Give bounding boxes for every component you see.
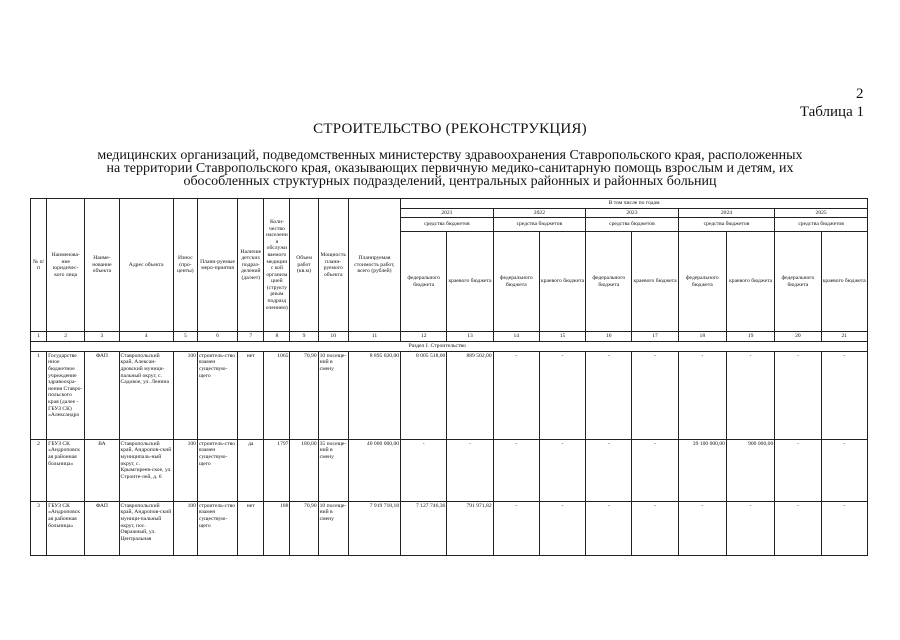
header-budget-funds: средства бюджетов	[493, 218, 586, 232]
header-year-2022: 2022	[493, 208, 586, 218]
row-legal-entity: ГБУЗ СК «Андроповск ая районная больница»	[47, 439, 85, 501]
row-num: 2	[31, 439, 47, 501]
column-number: 18	[678, 332, 726, 342]
column-number: 15	[539, 332, 585, 342]
row-address: Ставропольский край, Алексан-дровский муници-пальный округ, с. Садовое, ул. Ленина	[119, 351, 173, 439]
header-address: Адрес объекта	[119, 199, 173, 332]
row-wear: 100	[173, 439, 197, 501]
construction-table	[30, 198, 868, 556]
row-children-units: да	[238, 439, 264, 501]
column-number: 11	[348, 332, 400, 342]
row-2023-regional: -	[632, 351, 678, 439]
row-legal-entity: ГБУЗ СК «Андроповск ая районная больница»	[47, 501, 85, 555]
row-object-name: ФАП	[85, 501, 119, 555]
row-address: Ставропольский край, Андропов-ский муниципаль-ный округ, с. Крымгиреев-ское, ул. Строите-лей, д. 6	[119, 439, 173, 501]
row-planned-cost: 40 000 000,00	[348, 439, 400, 501]
header-budget-funds: средства бюджетов	[401, 218, 494, 232]
row-wear: 100	[173, 351, 197, 439]
row-planned-measure: строитель-ство взамен существую-щего	[197, 501, 237, 555]
subtitle-line-3: обособленных структурных подразделений, центральных районных и районных больниц	[183, 174, 717, 189]
column-number: 17	[632, 332, 678, 342]
column-number: 7	[238, 332, 264, 342]
header-regional: краевого бюджета	[821, 232, 867, 332]
row-2023-federal: -	[586, 439, 632, 501]
column-number: 8	[264, 332, 290, 342]
column-number: 14	[493, 332, 539, 342]
header-federal: федерального бюджета	[586, 232, 632, 332]
column-number: 9	[290, 332, 318, 342]
header-regional: краевого бюджета	[539, 232, 585, 332]
header-num: № п/п	[31, 199, 47, 332]
header-year-2025: 2025	[775, 208, 868, 218]
header-capacity: Мощность плани-руемого объекта	[318, 199, 348, 332]
row-wear: 100	[173, 501, 197, 555]
header-population: Коли-чество населени я обслужи ваемого медицинс кой организа цией (структу рным подразд елением)	[264, 199, 290, 332]
subtitle-line-2: на территории Ставропольского края, оказывающих первичную медико-санитарную помощь взрослым и детям, их	[106, 161, 794, 176]
header-by-years: В том числе по годам	[401, 199, 868, 209]
header-legal-entity: Наименова-ние юридичес-кого лица	[47, 199, 85, 332]
column-number: 16	[586, 332, 632, 342]
row-2024-regional: -	[726, 501, 774, 555]
column-number: 5	[173, 332, 197, 342]
column-number: 10	[318, 332, 348, 342]
row-2022-federal: -	[493, 439, 539, 501]
header-federal: федерального бюджета	[678, 232, 726, 332]
header-regional: краевого бюджета	[447, 232, 493, 332]
column-number: 13	[447, 332, 493, 342]
row-2024-federal: -	[678, 501, 726, 555]
header-year-2024: 2024	[678, 208, 775, 218]
row-2021-federal: -	[401, 439, 447, 501]
row-2025-federal: -	[775, 439, 821, 501]
row-population: 1065	[264, 351, 290, 439]
row-object-name: ФАП	[85, 351, 119, 439]
row-2022-regional: -	[539, 501, 585, 555]
row-2025-regional: -	[821, 439, 867, 501]
column-number: 19	[726, 332, 774, 342]
row-num: 3	[31, 501, 47, 555]
row-num: 1	[31, 351, 47, 439]
subtitle-line-1: медицинских организаций, подведомственных министерству здравоохранения Ставропольского края, расположенных	[97, 148, 803, 163]
row-capacity: 35 посеще-ний в смену	[318, 439, 348, 501]
document-subtitle	[60, 149, 840, 188]
header-year-2023: 2023	[586, 208, 679, 218]
row-work-volume: 70,90	[290, 501, 318, 555]
row-work-volume: 70,90	[290, 351, 318, 439]
header-budget-funds: средства бюджетов	[678, 218, 775, 232]
row-2024-federal: -	[678, 351, 726, 439]
column-number: 1	[31, 332, 47, 342]
column-number: 3	[85, 332, 119, 342]
row-capacity: 10 посеще-ний в смену	[318, 501, 348, 555]
column-number-row	[31, 332, 868, 342]
page-number: 2	[856, 86, 864, 102]
row-2021-federal: 8 005 518,00	[401, 351, 447, 439]
table-row	[31, 351, 868, 439]
row-work-volume: 180,00	[290, 439, 318, 501]
column-number: 20	[775, 332, 821, 342]
header-regional: краевого бюджета	[726, 232, 774, 332]
row-2021-regional: 791 971,82	[447, 501, 493, 555]
row-2025-regional: -	[821, 351, 867, 439]
row-legal-entity: Государстве нное бюджетное учреждение здравоохра-нения Ставро-польского края (далее - ГБУЗ СК) «Александро	[47, 351, 85, 439]
row-population: 188	[264, 501, 290, 555]
row-2023-federal: -	[586, 351, 632, 439]
header-work-volume: Объем работ (кв.м)	[290, 199, 318, 332]
header-federal: федерального бюджета	[401, 232, 447, 332]
document-title: СТРОИТЕЛЬСТВО (РЕКОНСТРУКЦИЯ)	[313, 121, 587, 137]
row-2025-federal: -	[775, 501, 821, 555]
row-planned-measure: строитель-ство взамен существую-щего	[197, 351, 237, 439]
header-children-units: Наличие детских подраз-делений (да/нет)	[238, 199, 264, 332]
row-address: Ставропольский край, Андропов-ский муници-пальный округ, пос. Овражный, ул. Центральная	[119, 501, 173, 555]
row-2023-regional: -	[632, 439, 678, 501]
row-2023-regional: -	[632, 501, 678, 555]
row-2022-regional: -	[539, 439, 585, 501]
header-federal: федерального бюджета	[775, 232, 821, 332]
header-planned-cost: Планируемая стоимость работ, всего (рублей)	[348, 199, 400, 332]
row-2022-federal: -	[493, 501, 539, 555]
row-planned-cost: 7 919 718,18	[348, 501, 400, 555]
row-2025-federal: -	[775, 351, 821, 439]
header-planned-measure: Плани-руемые меро-приятия	[197, 199, 237, 332]
header-row-1	[31, 199, 868, 209]
row-children-units: нет	[238, 351, 264, 439]
column-number: 12	[401, 332, 447, 342]
row-children-units: нет	[238, 501, 264, 555]
row-2024-federal: 39 100 000,00	[678, 439, 726, 501]
row-capacity: 10 посеще-ний в смену	[318, 351, 348, 439]
header-budget-funds: средства бюджетов	[586, 218, 679, 232]
row-planned-measure: строитель-ство взамен существую-щего	[197, 439, 237, 501]
header-regional: краевого бюджета	[632, 232, 678, 332]
row-planned-cost: 8 895 020,00	[348, 351, 400, 439]
row-2024-regional: 900 000,00	[726, 439, 774, 501]
row-population: 1797	[264, 439, 290, 501]
section-spacer	[31, 342, 401, 352]
header-wear: Износ (про-центы)	[173, 199, 197, 332]
column-number: 6	[197, 332, 237, 342]
table-label: Таблица 1	[799, 104, 864, 120]
header-federal: федерального бюджета	[493, 232, 539, 332]
header-budget-funds: средства бюджетов	[775, 218, 868, 232]
section-row	[31, 342, 868, 352]
row-2025-regional: -	[821, 501, 867, 555]
header-object-name: Наиме-нование объекта	[85, 199, 119, 332]
row-2022-federal: -	[493, 351, 539, 439]
row-2024-regional: -	[726, 351, 774, 439]
row-object-name: ВА	[85, 439, 119, 501]
table-row	[31, 439, 868, 501]
row-2021-federal: 7 127 746,36	[401, 501, 447, 555]
column-number: 4	[119, 332, 173, 342]
column-number: 21	[821, 332, 867, 342]
section-title: Раздел I. Строительство	[401, 342, 868, 352]
row-2023-federal: -	[586, 501, 632, 555]
header-year-2021: 2021	[401, 208, 494, 218]
row-2021-regional: 889 502,00	[447, 351, 493, 439]
row-2021-regional: -	[447, 439, 493, 501]
column-number: 2	[47, 332, 85, 342]
row-2022-regional: -	[539, 351, 585, 439]
table-row	[31, 501, 868, 555]
